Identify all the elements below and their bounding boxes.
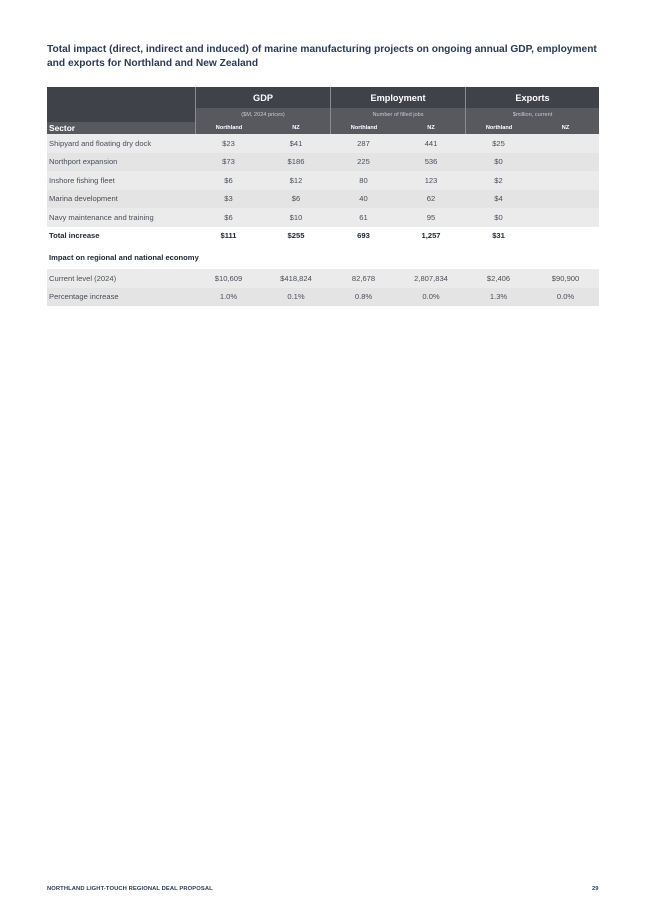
table-group-header-row	[47, 87, 599, 108]
cell: $10,609	[195, 269, 262, 288]
cell	[532, 190, 599, 209]
section-heading-row	[47, 245, 599, 269]
total-cell: 1,257	[397, 227, 465, 246]
subcol-employment-nz: NZ	[397, 122, 465, 134]
total-cell	[532, 227, 599, 246]
cell: 0.0%	[532, 288, 599, 307]
cell: 61	[330, 208, 397, 227]
cell: 441	[397, 134, 465, 153]
subcol-gdp-nz: NZ	[262, 122, 330, 134]
cell: $2,406	[465, 269, 532, 288]
cell: 0.1%	[262, 288, 330, 307]
cell: 1.0%	[195, 288, 262, 307]
cell: 2,807,834	[397, 269, 465, 288]
cell: 62	[397, 190, 465, 209]
cell: $0	[465, 208, 532, 227]
footer-document-title: NORTHLAND LIGHT-TOUCH REGIONAL DEAL PROPOSAL	[47, 886, 213, 892]
cell	[532, 171, 599, 190]
units-exports: $million, current	[465, 108, 599, 122]
cell: 287	[330, 134, 397, 153]
table-units-row	[47, 108, 599, 122]
cell: 95	[397, 208, 465, 227]
total-label: Total increase	[47, 227, 195, 246]
table-row	[47, 153, 599, 172]
table-subheader-row	[47, 122, 599, 134]
cell: $6	[262, 190, 330, 209]
section-heading: Impact on regional and national economy	[47, 245, 599, 269]
cell: $41	[262, 134, 330, 153]
row-label: Marina development	[47, 190, 195, 209]
impact-table	[47, 87, 599, 306]
cell: 0.0%	[397, 288, 465, 307]
total-cell: 693	[330, 227, 397, 246]
cell: $73	[195, 153, 262, 172]
cell: $2	[465, 171, 532, 190]
cell: 1.3%	[465, 288, 532, 307]
table-row	[47, 208, 599, 227]
cell: 82,678	[330, 269, 397, 288]
table-row	[47, 288, 599, 307]
cell: $23	[195, 134, 262, 153]
subcol-exports-northland: Northland	[465, 122, 532, 134]
row-label: Percentage increase	[47, 288, 195, 307]
cell: 123	[397, 171, 465, 190]
total-cell: $31	[465, 227, 532, 246]
cell: 80	[330, 171, 397, 190]
cell	[532, 134, 599, 153]
cell: $186	[262, 153, 330, 172]
total-cell: $255	[262, 227, 330, 246]
cell: $90,900	[532, 269, 599, 288]
row-label: Northport expansion	[47, 153, 195, 172]
row-label: Navy maintenance and training	[47, 208, 195, 227]
cell: 40	[330, 190, 397, 209]
table-row	[47, 269, 599, 288]
page-number: 29	[592, 886, 599, 892]
total-cell: $111	[195, 227, 262, 246]
subcol-gdp-northland: Northland	[195, 122, 262, 134]
cell	[532, 153, 599, 172]
units-gdp: ($M, 2024 prices)	[195, 108, 330, 122]
cell: $6	[195, 171, 262, 190]
row-label: Shipyard and floating dry dock	[47, 134, 195, 153]
units-employment: Number of filled jobs	[330, 108, 465, 122]
cell: 225	[330, 153, 397, 172]
table-row	[47, 134, 599, 153]
subcol-employment-northland: Northland	[330, 122, 397, 134]
table-row	[47, 190, 599, 209]
cell: $418,824	[262, 269, 330, 288]
cell: $3	[195, 190, 262, 209]
page-title: Total impact (direct, indirect and induced) of marine manufacturing projects on ongoing annual GDP, employment and exports for Northland and New Zealand	[47, 44, 597, 69]
cell: $10	[262, 208, 330, 227]
cell: $12	[262, 171, 330, 190]
cell: 0.8%	[330, 288, 397, 307]
cell: $4	[465, 190, 532, 209]
cell: $25	[465, 134, 532, 153]
header-blank-cell	[47, 87, 195, 108]
cell: 536	[397, 153, 465, 172]
cell	[532, 208, 599, 227]
sector-header: Sector	[47, 122, 195, 134]
total-row	[47, 227, 599, 246]
subcol-exports-nz: NZ	[532, 122, 599, 134]
cell: $0	[465, 153, 532, 172]
cell: $6	[195, 208, 262, 227]
group-header-exports: Exports	[465, 87, 599, 108]
row-label: Current level (2024)	[47, 269, 195, 288]
table-row	[47, 171, 599, 190]
row-label: Inshore fishing fleet	[47, 171, 195, 190]
group-header-employment: Employment	[330, 87, 465, 108]
units-blank-cell	[47, 108, 195, 122]
group-header-gdp: GDP	[195, 87, 330, 108]
